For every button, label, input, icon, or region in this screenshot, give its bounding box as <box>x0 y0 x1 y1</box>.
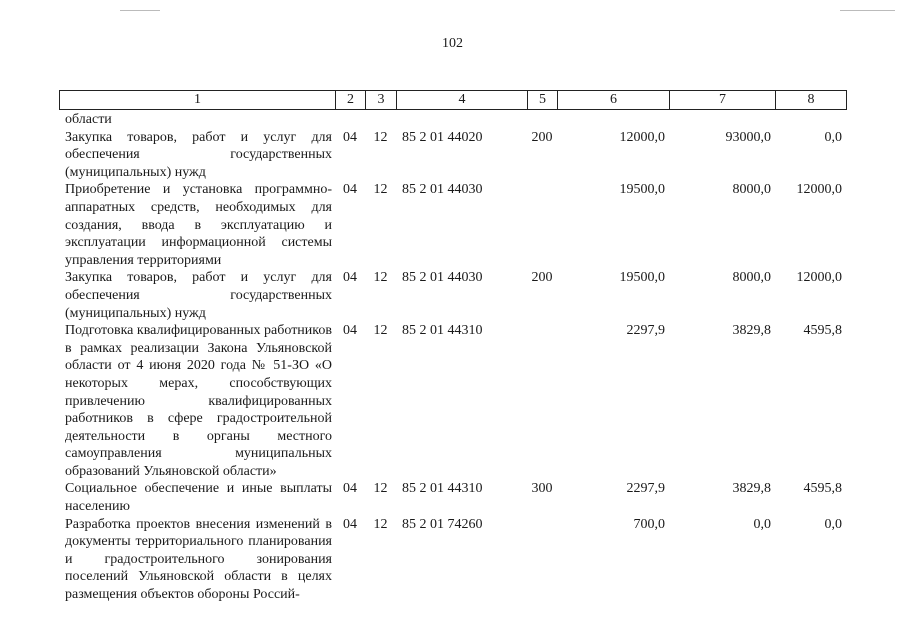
row-section: 04 <box>343 182 357 198</box>
column-header-8: 8 <box>776 91 847 110</box>
budget-table-header <box>59 90 847 110</box>
row-article: 85 2 01 44310 <box>402 481 483 497</box>
row-amount-3: 0,0 <box>824 129 842 145</box>
row-section: 04 <box>343 516 357 532</box>
table-row <box>59 269 846 322</box>
row-description: Подготовка квалифицированных работников в рамках реализации Закона Ульяновской области от 4 июня 2020 года № 51-ЗО «О некоторых мерах, способствующих привлечению квалифицированных работников в сфере градостроительной деятельности в органы местного самоуправления муниципальных образований Ульяновской области» <box>65 323 332 479</box>
column-header-7: 7 <box>670 91 776 110</box>
row-article: 85 2 01 74260 <box>402 516 483 532</box>
row-section: 04 <box>343 270 357 286</box>
row-amount-3 <box>775 111 846 129</box>
column-header-4: 4 <box>397 91 528 110</box>
column-header-1: 1 <box>60 91 336 110</box>
table-row <box>59 181 846 269</box>
row-amount-1: 19500,0 <box>619 270 665 286</box>
row-amount-3: 12000,0 <box>796 182 842 198</box>
row-description: области <box>65 112 112 127</box>
row-description: Приобретение и установка программно-аппаратных средств, необходимых для создания, ввода в эксплуатацию и эксплуатации информационной системы управления территориями <box>65 182 332 268</box>
row-article: 85 2 01 44030 <box>402 270 483 286</box>
row-subsection: 12 <box>373 481 388 497</box>
row-amount-3: 12000,0 <box>796 270 842 286</box>
row-expense-group <box>527 516 557 604</box>
scan-artifact <box>120 10 160 11</box>
row-amount-2: 8000,0 <box>732 270 771 286</box>
row-expense-group: 200 <box>531 129 553 145</box>
row-description: Закупка товаров, работ и услуг для обеспечения государственных (муниципальных) нужд <box>65 129 332 180</box>
row-subsection: 12 <box>373 323 388 339</box>
row-subsection: 12 <box>373 182 388 198</box>
row-section: 04 <box>343 129 357 145</box>
row-expense-group <box>527 322 557 480</box>
table-row <box>59 480 846 515</box>
row-expense-group <box>527 111 557 129</box>
row-amount-2: 0,0 <box>753 516 771 532</box>
row-amount-1: 2297,9 <box>626 323 665 339</box>
table-row <box>59 129 846 182</box>
scan-artifact <box>840 10 895 11</box>
column-header-5: 5 <box>528 91 558 110</box>
row-amount-3: 4595,8 <box>803 323 842 339</box>
row-expense-group: 200 <box>531 270 553 286</box>
row-article: 85 2 01 44020 <box>402 129 483 145</box>
row-amount-1: 2297,9 <box>626 481 665 497</box>
row-description: Разработка проектов внесения изменений в документы территориального планирования и градостроительного зонирования поселений Ульяновской области в целях размещения объектов обороны Россий- <box>65 516 332 603</box>
column-number-row <box>60 91 847 110</box>
table-row <box>59 322 846 480</box>
row-subsection <box>365 111 396 129</box>
column-header-2: 2 <box>336 91 366 110</box>
row-subsection: 12 <box>373 129 388 145</box>
column-header-6: 6 <box>558 91 670 110</box>
table-row <box>59 516 846 604</box>
row-amount-1 <box>557 111 669 129</box>
row-amount-3: 0,0 <box>824 516 842 532</box>
row-article: 85 2 01 44030 <box>402 182 483 198</box>
row-subsection: 12 <box>373 516 388 532</box>
row-subsection: 12 <box>373 270 388 286</box>
page-number: 102 <box>442 36 463 51</box>
row-amount-2 <box>669 111 775 129</box>
row-article <box>396 111 527 129</box>
column-header-3: 3 <box>366 91 397 110</box>
row-section <box>335 111 365 129</box>
row-amount-2: 8000,0 <box>732 182 771 198</box>
row-expense-group: 300 <box>531 481 553 497</box>
row-amount-3: 4595,8 <box>803 481 842 497</box>
budget-table-body <box>59 111 846 604</box>
row-amount-2: 93000,0 <box>725 129 771 145</box>
row-amount-1: 19500,0 <box>619 182 665 198</box>
row-amount-1: 700,0 <box>633 516 665 532</box>
row-section: 04 <box>343 481 357 497</box>
row-section: 04 <box>343 323 357 339</box>
row-description: Социальное обеспечение и иные выплаты населению <box>65 481 332 515</box>
row-amount-1: 12000,0 <box>619 129 665 145</box>
row-description: Закупка товаров, работ и услуг для обеспечения государственных (муниципальных) нужд <box>65 270 332 321</box>
table-row <box>59 111 846 129</box>
row-article: 85 2 01 44310 <box>402 323 483 339</box>
row-amount-2: 3829,8 <box>732 481 771 497</box>
row-amount-2: 3829,8 <box>732 323 771 339</box>
row-expense-group <box>527 181 557 269</box>
